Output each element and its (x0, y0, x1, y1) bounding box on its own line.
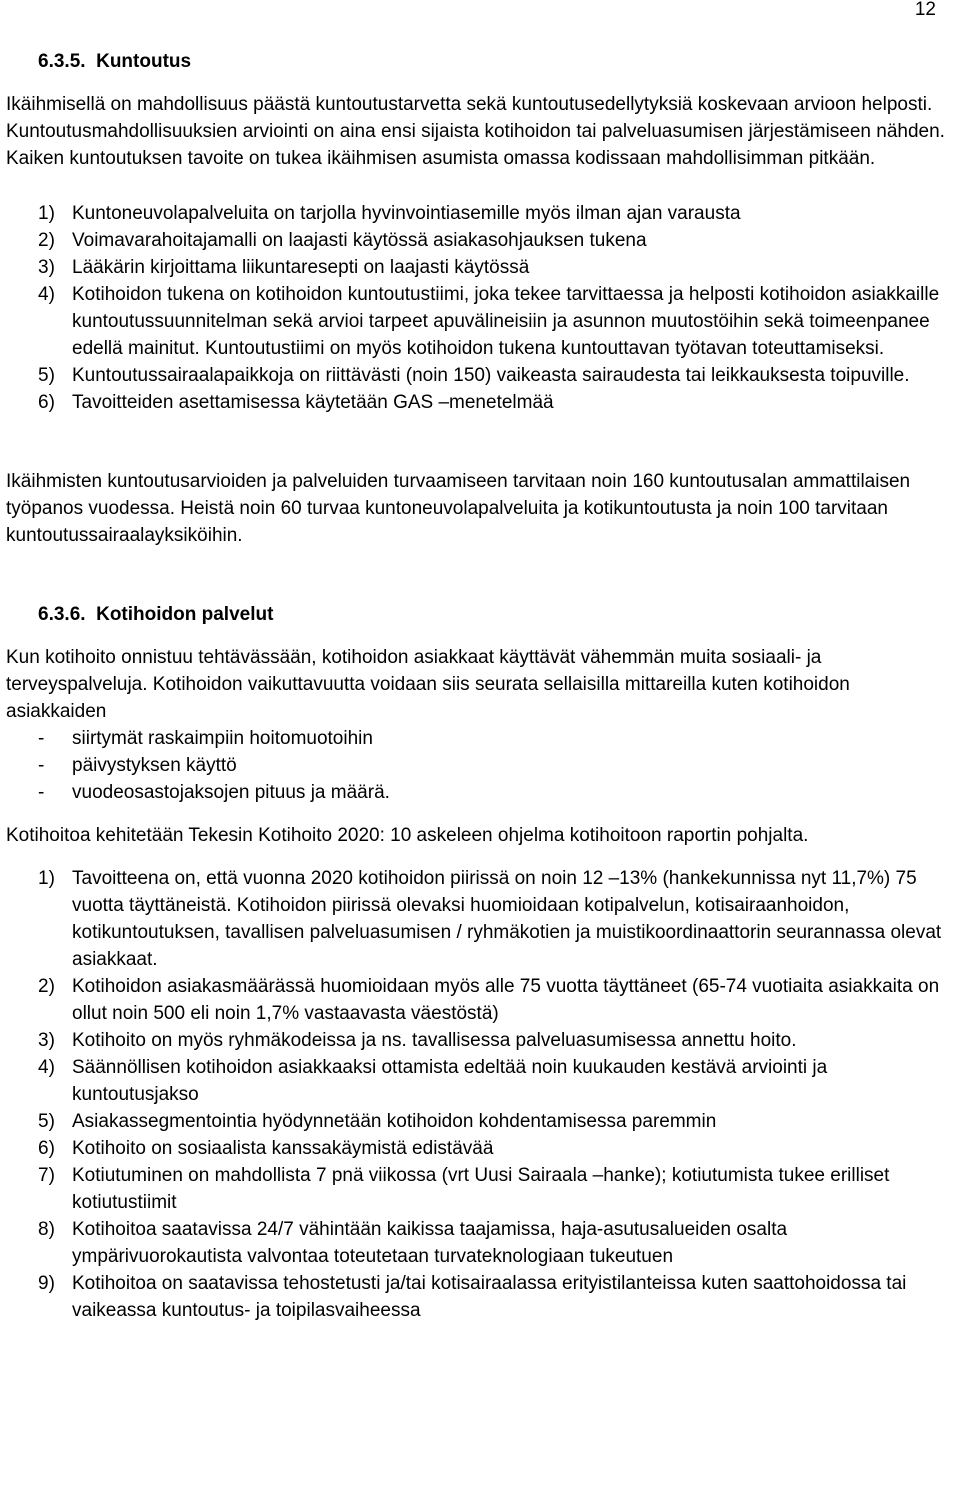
document-body (6, 48, 954, 1324)
list-item (6, 362, 954, 389)
list-item-text: Lääkärin kirjoittama liikuntaresepti on laajasti käytössä (72, 257, 530, 278)
list-number: 3) (38, 257, 55, 278)
list-item (6, 973, 954, 1027)
list-item-text: Asiakassegmentointia hyödynnetään kotihoidon kohdentamisessa paremmin (72, 1111, 717, 1132)
list-item (6, 725, 954, 752)
numbered-list-kuntoutus (6, 200, 954, 416)
section-number: 6.3.6. (38, 604, 86, 625)
list-item-text: Kotihoidon asiakasmäärässä huomioidaan myös alle 75 vuotta täyttäneet (65-74 vuotiaita asiakkaita on ollut noin 500 eli noin 1,7% vastaavasta väestöstä) (72, 976, 940, 1024)
list-item-text: Tavoitteena on, että vuonna 2020 kotihoidon piirissä on noin 12 –13% (hankekunnissa nyt 11,7%) 75 vuotta täyttäneistä. Kotihoidon piirissä olevaksi huomioidaan kotipalvelun, kotisairaanhoidon, kotikuntoutuksen, tavallisen palveluasumisen / ryhmäkotien ja muistikoordinaattorin seurannassa olevat asiakkaat. (72, 868, 942, 970)
list-item-text: Voimavarahoitajamalli on laajasti käytössä asiakasohjauksen tukena (72, 230, 647, 251)
list-item-text: päivystyksen käyttö (72, 755, 237, 776)
section-heading-kuntoutus (6, 48, 954, 75)
list-item-text: Kuntoutussairaalapaikkoja on riittävästi (noin 150) vaikeasta sairaudesta tai leikkauksesta toipuville. (72, 365, 910, 386)
list-item (6, 1135, 954, 1162)
list-number: 5) (38, 1111, 55, 1132)
list-number: 4) (38, 1057, 55, 1078)
list-item-text: Kuntoneuvolapalveluita on tarjolla hyvinvointiasemille myös ilman ajan varausta (72, 203, 741, 224)
list-number: 6) (38, 1138, 55, 1159)
list-item (6, 389, 954, 416)
list-item (6, 281, 954, 362)
list-item (6, 752, 954, 779)
list-number: 2) (38, 230, 55, 251)
paragraph-program: Kotihoitoa kehitetään Tekesin Kotihoito 2020: 10 askeleen ohjelma kotihoitoon raportin pohjalta. (6, 825, 809, 846)
list-item-text: Tavoitteiden asettamisessa käytetään GAS –menetelmää (72, 392, 554, 413)
list-item-text: Kotihoidon tukena on kotihoidon kuntoutustiimi, joka tekee tarvittaessa ja helposti kotihoidon asiakkaille kuntoutussuunnitelman sekä arvioi tarpeet apuvälineisiin ja asunnon muutostöihin sekä toimeenpanee edellä mainitut. Kuntoutustiimi on myös kotihoidon tukena kuntouttavan työtavan toteuttamiseksi. (72, 284, 940, 359)
list-number: 5) (38, 365, 55, 386)
list-number: 1) (38, 203, 55, 224)
section-title: Kotihoidon palvelut (96, 604, 274, 625)
list-number: 2) (38, 976, 55, 997)
list-item-text: siirtymät raskaimpiin hoitomuotoihin (72, 728, 373, 749)
list-item (6, 1216, 954, 1270)
list-number: 8) (38, 1219, 55, 1240)
list-number: 6) (38, 392, 55, 413)
dash-marker: - (38, 755, 45, 776)
list-item-text: Kotihoitoa on saatavissa tehostetusti ja/tai kotisairaalassa erityistilanteissa kuten saattohoidossa tai vaikeassa kuntoutus- ja toipilasvaiheessa (72, 1273, 907, 1321)
list-item (6, 1027, 954, 1054)
list-item (6, 1270, 954, 1324)
section-title: Kuntoutus (96, 51, 192, 72)
dash-list (6, 725, 954, 806)
list-item-text: Kotihoito on myös ryhmäkodeissa ja ns. tavallisessa palveluasumisessa annettu hoito. (72, 1030, 797, 1051)
list-item-text: Kotihoitoa saatavissa 24/7 vähintään kaikissa taajamissa, haja-asutusalueiden osalta ympärivuorokautista valvontaa toteutetaan turvateknologiaan tukeutuen (72, 1219, 788, 1267)
numbered-list-kotihoito (6, 865, 954, 1324)
page-number: 12 (914, 0, 936, 20)
section-number: 6.3.5. (38, 51, 86, 72)
list-number: 3) (38, 1030, 55, 1051)
list-item-text: Säännöllisen kotihoidon asiakkaaksi ottamista edeltää noin kuukauden kestävä arviointi ja kuntoutusjakso (72, 1057, 828, 1105)
list-item (6, 227, 954, 254)
list-item (6, 865, 954, 973)
list-number: 9) (38, 1273, 55, 1294)
list-item (6, 1108, 954, 1135)
paragraph-intro: Ikäihmisellä on mahdollisuus päästä kuntoutustarvetta sekä kuntoutusedellytyksiä koskevaan arvioon helposti. Kuntoutusmahdollisuuksien arviointi on aina ensi sijaista kotihoidon tai palveluasumisen järjestämiseen nähden. Kaiken kuntoutuksen tavoite on tukea ikäihmisen asumista omassa kodissaan mahdollisimman pitkään. (6, 94, 945, 169)
dash-marker: - (38, 728, 45, 749)
list-number: 1) (38, 868, 55, 889)
paragraph-intro: Kun kotihoito onnistuu tehtävässään, kotihoidon asiakkaat käyttävät vähemmän muita sosiaali- ja terveyspalveluja. Kotihoidon vaikuttavuutta voidaan siis seurata sellaisilla mittareilla kuten kotihoidon asiakkaiden (6, 647, 850, 722)
dash-marker: - (38, 782, 45, 803)
list-number: 4) (38, 284, 55, 305)
list-item (6, 200, 954, 227)
list-item (6, 779, 954, 806)
list-item (6, 1054, 954, 1108)
section-heading-kotihoidon-palvelut (6, 601, 954, 628)
list-item (6, 254, 954, 281)
list-item (6, 1162, 954, 1216)
list-item-text: Kotiutuminen on mahdollista 7 pnä viikossa (vrt Uusi Sairaala –hanke); kotiutumista tukee erilliset kotiutustiimit (72, 1165, 890, 1213)
paragraph-closing: Ikäihmisten kuntoutusarvioiden ja palveluiden turvaamiseen tarvitaan noin 160 kuntoutusalan ammattilaisen työpanos vuodessa. Heistä noin 60 turvaa kuntoneuvolapalveluita ja kotikuntoutusta ja noin 100 tarvitaan kuntoutussairaalayksiköihin. (6, 471, 911, 546)
list-item-text: Kotihoito on sosiaalista kanssakäymistä edistävää (72, 1138, 494, 1159)
list-number: 7) (38, 1165, 55, 1186)
list-item-text: vuodeosastojaksojen pituus ja määrä. (72, 782, 390, 803)
